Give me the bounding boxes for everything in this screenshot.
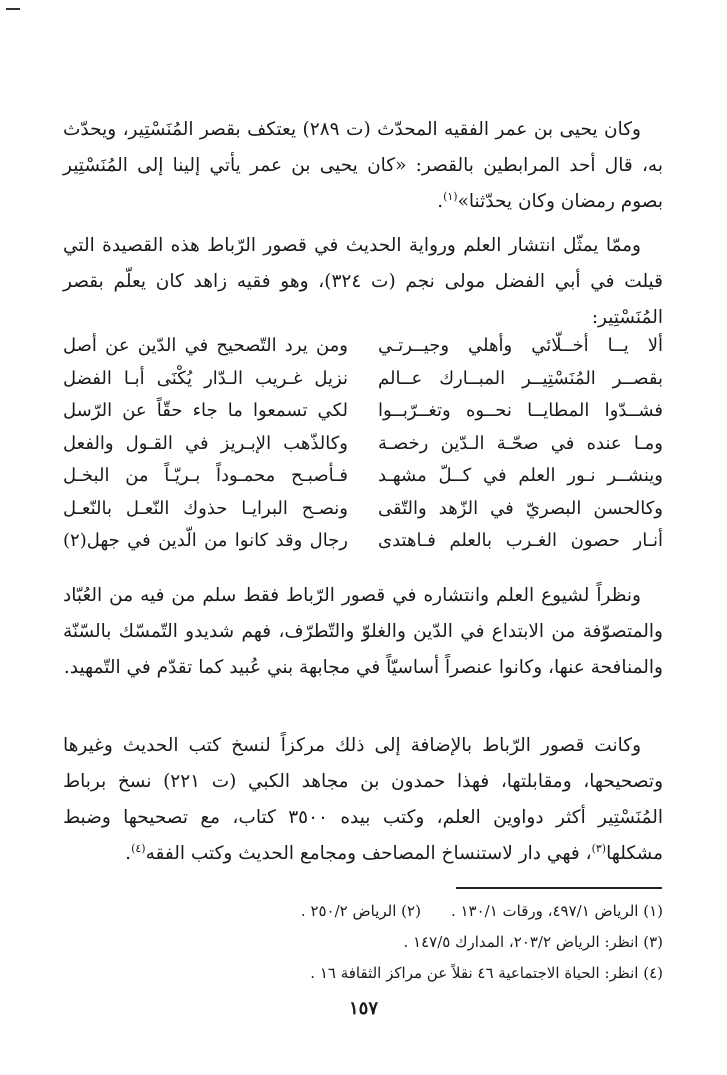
paragraph-4 xyxy=(63,728,663,872)
paragraph-1-text: وكان يحيى بن عمر الفقيه المحدّث (ت ٢٨٩) يعتكف بقصر المُنَسْتِير، ويحدّث به، قال أحد المرابطين بالقصر: «كان يحيى بن عمر يأتي إلينا إلى المُنَسْتِير بصوم رمضان وكان يحدّثنا» xyxy=(63,119,663,212)
paragraph-4-mid: ، فهي دار لاستنساخ المصاحف ومجامع الحديث وكتب الفقه xyxy=(145,843,592,864)
corner-mark xyxy=(6,8,20,10)
verse-second-hemistich: فـأصبـح محمـوداً بـريّـاً من البخـل xyxy=(63,465,348,486)
footnote-4: (٤) انظر: الحياة الاجتماعية ٤٦ نقلاً عن مراكز الثقافة ١٦ . xyxy=(310,964,663,982)
verse-first-hemistich: وينشــر نـور العلم في كــلّ مشهـد xyxy=(378,465,663,486)
verse-first-hemistich: ومـا عنده في صحّـة الـدّين رخصـة xyxy=(378,432,663,454)
verse-first-hemistich: وكالحسن البصريّ في الزّهد والتّقى xyxy=(378,497,663,519)
poem-verse xyxy=(63,525,663,558)
paragraph-3-text: ونظراً لشيوع العلم وانتشاره في قصور الرّباط فقط سلم من فيه من العُبّاد والمتصوّفة من الابتداع في الدّين والغلوّ والتّطرّف، فهم شديدو التّمسّك بالسّنّة والمنافحة عنها، وكانوا عنصراً أساسيّاً في مجابهة بني عُبيد كما تقدّم في التّمهيد. xyxy=(63,585,663,678)
verse-second-hemistich: ومن يرد التّصحيح في الدّين عن أصل xyxy=(63,335,348,356)
poem-verse xyxy=(63,460,663,493)
paragraph-4-text: وكانت قصور الرّباط بالإضافة إلى ذلك مركزاً لنسخ كتب الحديث وغيرها وتصحيحها، ومقابلتها، فهذا حمدون بن مجاهد الكبي (ت ٢٢١) نسخ برباط المُنَسْتِير أكثر دواوين العلم، وكتب بيده ٣٥٠٠ كتاب، مع تصحيحها وضبط مشكلها xyxy=(63,735,663,864)
poem-verse xyxy=(63,395,663,428)
verse-first-hemistich: ألا يــا أخــلّائي وأهلي وجيــرتـي xyxy=(378,335,663,356)
paragraph-2 xyxy=(63,228,663,336)
poem-verse xyxy=(63,428,663,461)
footnote-3: (٣) انظر: الرياض ٢٠٣/٢، المدارك ١٤٧/٥ . xyxy=(403,933,663,951)
footnotes xyxy=(63,896,663,989)
poem xyxy=(63,330,663,558)
verse-second-hemistich: رجال وقد كانوا من الّدين في جهل(٢) xyxy=(63,530,348,551)
footnote-1: (١) الرياض ٤٩٧/١، ورقات ١٣٠/١ . xyxy=(450,902,663,920)
paragraph-4-end: . xyxy=(125,843,132,864)
poem-verse xyxy=(63,493,663,526)
paragraph-2-text: وممّا يمثّل انتشار العلم ورواية الحديث في قصور الرّباط هذه القصيدة التي قيلت في أبي الفضل مولى نجم (ت ٣٢٤)، وهو فقيه زاهد كان يعلّم بقصر المُنَسْتِير: xyxy=(63,235,663,328)
paragraph-1-end: . xyxy=(437,191,444,212)
footnote-line xyxy=(63,896,663,927)
verse-second-hemistich: وكالذّهب الإبـريز في القـول والفعل xyxy=(63,432,348,454)
verse-second-hemistich: ونصـح البرايـا حذوك النّعـل بالنّعـل xyxy=(63,497,348,519)
paragraph-3 xyxy=(63,578,663,686)
page-number: ١٥٧ xyxy=(348,998,378,1019)
footnote-2: (٢) الرياض ٢٥٠/٢ . xyxy=(300,902,421,920)
paragraph-1 xyxy=(63,112,663,220)
footnote-line xyxy=(63,958,663,989)
verse-first-hemistich: بقصــر المُنَسْتِيــر المبــارك عــالم xyxy=(378,367,663,389)
verse-second-hemistich: نزيل غـريب الـدّار يُكْنَى أبـا الفضل xyxy=(63,367,348,389)
footnote-divider xyxy=(456,887,662,889)
footnote-ref-3: (٣) xyxy=(591,841,607,855)
poem-verse xyxy=(63,363,663,396)
verse-first-hemistich: فشــدّوا المطايــا نحــوه وتغــرّبــوا xyxy=(378,400,663,421)
verse-second-hemistich: لكي تسمعوا ما جاء حقّاً عن الرّسل xyxy=(63,400,348,421)
footnote-ref-4: (٤) xyxy=(131,841,146,855)
poem-verse xyxy=(63,330,663,363)
footnote-line xyxy=(63,927,663,958)
verse-first-hemistich: أنـار حصون الغـرب بالعلم فـاهتدى xyxy=(378,530,663,551)
footnote-ref-1: (١) xyxy=(443,189,458,203)
